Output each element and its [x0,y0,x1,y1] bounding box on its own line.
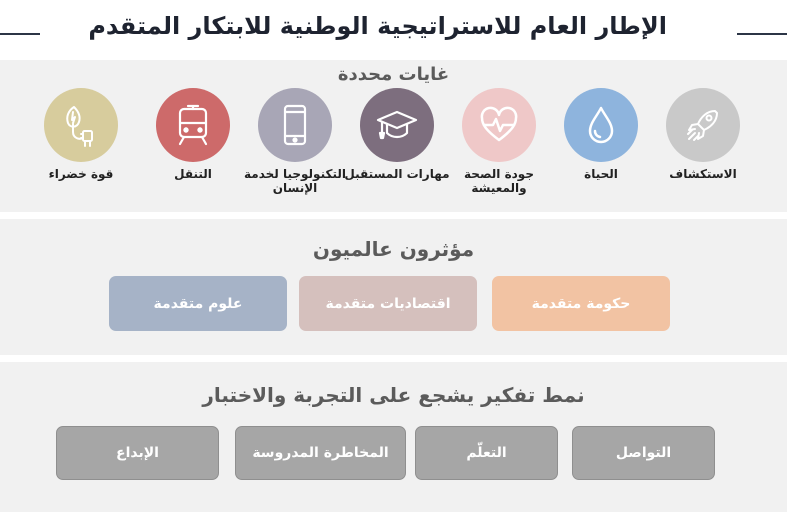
goal-label: الاستكشاف [669,167,737,181]
goal-circle [44,88,118,162]
goal-label: جودة الصحة والمعيشة [464,167,534,195]
influencers-section [0,219,787,355]
influencer-advanced-sciences: علوم متقدمة [109,276,287,331]
goal-life [546,88,656,181]
influencer-advanced-government: حكومة متقدمة [492,276,670,331]
water-drop-icon [579,103,623,147]
goal-label: قوة خضراء [48,167,114,181]
goal-label: التنقل [174,167,212,181]
goal-circle [666,88,740,162]
graduation-cap-icon [375,103,419,147]
page-title: الإطار العام للاستراتيجية الوطنية للابتكار المتقدم [88,12,667,40]
influencers-heading: مؤثرون عالميون [312,237,475,261]
goal-mobility [138,88,248,181]
mindset-learning: التعلّم [415,426,558,480]
mindset-calculated-risk: المخاطرة المدروسة [235,426,406,480]
mindset-heading: نمط تفكير يشجع على التجربة والاختبار [202,383,585,407]
goal-label: الحياة [584,167,618,181]
goal-green-power [26,88,136,181]
goal-circle [156,88,230,162]
goal-tech-for-humanity [240,88,350,195]
leaf-plug-icon [59,103,103,147]
goal-future-skills [342,88,452,181]
goal-exploration [648,88,758,181]
goals-heading: غايات محددة [337,64,450,85]
mindset-creativity: الإبداع [56,426,219,480]
goal-circle [462,88,536,162]
goal-health [444,88,554,195]
goal-circle [258,88,332,162]
heart-pulse-icon [477,103,521,147]
mindset-communication: التواصل [572,426,715,480]
title-bar [0,0,787,60]
goal-circle [564,88,638,162]
mindset-section [0,362,787,512]
rocket-icon [681,103,725,147]
train-icon [171,103,215,147]
goals-section [0,60,787,212]
smartphone-icon [273,103,317,147]
title-divider-right [737,33,787,35]
goal-label: التكنولوجيا لخدمة الإنسان [244,167,346,195]
goal-label: مهارات المستقبل [344,167,450,181]
title-divider-left [0,33,40,35]
goal-circle [360,88,434,162]
influencer-advanced-economies: اقتصاديات متقدمة [299,276,477,331]
